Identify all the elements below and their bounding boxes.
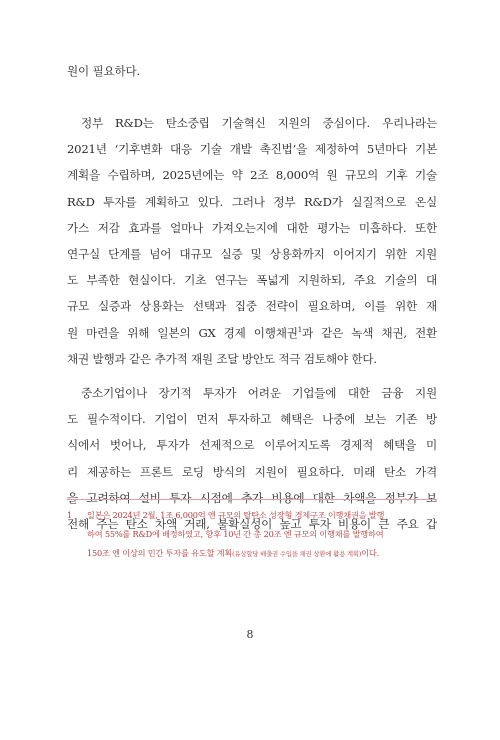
paragraph-line: 가스 저감 효과를 얼마나 가져오는지에 대한 평가는 미흡하다. 또한 (67, 220, 437, 235)
footnote-line-end: 이다. (361, 548, 379, 558)
footnote (67, 506, 437, 564)
paragraph-line: 2021년 ‘기후변화 대응 기술 개발 촉진법’을 제정하여 5년마다 기본 (67, 142, 437, 157)
footnote-text (87, 506, 437, 564)
paragraph-line: 식에서 벗어나, 투자가 선제적으로 이루어지도록 경제적 혜택을 미 (67, 438, 437, 453)
footnote-reference[interactable]: 1 (297, 325, 303, 334)
paragraph-line: R&D 투자를 계획하고 있다. 그러나 정부 R&D가 실질적으로 온실 (67, 194, 437, 209)
paragraph-line: 도 부족한 현실이다. 기초 연구는 폭넓게 지원하되, 주요 기술의 대 (67, 273, 437, 288)
paragraph-line: 리 제공하는 프론트 로딩 방식의 지원이 필요하다. 미래 탄소 가격 (67, 464, 437, 479)
paragraph-line-with-footnote (67, 320, 437, 346)
footnote-line: 일본은 2024년 2월, 1조 6,000억 엔 규모의 탈탄소 성장형 경제구조 이행채권을 발행 (87, 510, 385, 520)
paragraph-government-rnd (67, 110, 437, 372)
paragraph-line: 원이 필요하다. (67, 64, 140, 78)
paragraph-line: 을 고려하여 설비 투자 시점에 추가 비용에 대한 차액을 정부가 보 (67, 490, 437, 505)
paragraph-line: 전해 주는 탄소 차액 거래, 불확실성이 높고 투자 비용이 큰 주요 갑 (67, 517, 437, 532)
paragraph-continuation (67, 58, 437, 84)
footnote-line-last (87, 544, 437, 564)
footnote-line: 하여 55%를 R&D에 배정하였고, 향후 10년 간 총 20조 엔 규모의 이행채를 발행하여 (87, 529, 384, 539)
paragraph-line: 규모 실증과 상용화는 선택과 집중 전략이 필요하며, 이를 위한 재 (67, 299, 437, 314)
paragraph-line: 도 필수적이다. 기업이 먼저 투자하고 혜택은 나중에 보는 기존 방 (67, 412, 437, 427)
paragraph-line: 계획을 수립하며, 2025년에는 약 2조 8,000억 원 규모의 기후 기술 (67, 168, 437, 183)
line-tail: 과 같은 녹색 채권, 전환 (302, 325, 437, 340)
footnote-small-note: (유상할당 배출권 수입을 채권 상환에 활용 계획) (232, 550, 362, 558)
footnote-line-head: 150조 엔 이상의 민간 투자를 유도할 계획 (87, 548, 233, 558)
footnote-divider (67, 499, 437, 500)
footnote-number: 1 (67, 510, 73, 520)
paragraph-line: 채권 발행과 같은 추가적 재원 조달 방안도 적극 검토해야 한다. (67, 351, 377, 366)
line-head: 원 마련을 위해 일본의 GX 경제 이행채권 (67, 325, 298, 340)
paragraph-line: 연구실 단계를 넘어 대규모 실증 및 상용화까지 이어지기 위한 지원 (67, 247, 437, 262)
paragraph-line: 정부 R&D는 탄소중립 기술혁신 지원의 중심이다. 우리나라는 (81, 116, 437, 130)
paragraph-line: 중소기업이나 장기적 투자가 어려운 기업들에 대한 금융 지원 (81, 386, 437, 400)
page-number: 8 (246, 628, 254, 641)
